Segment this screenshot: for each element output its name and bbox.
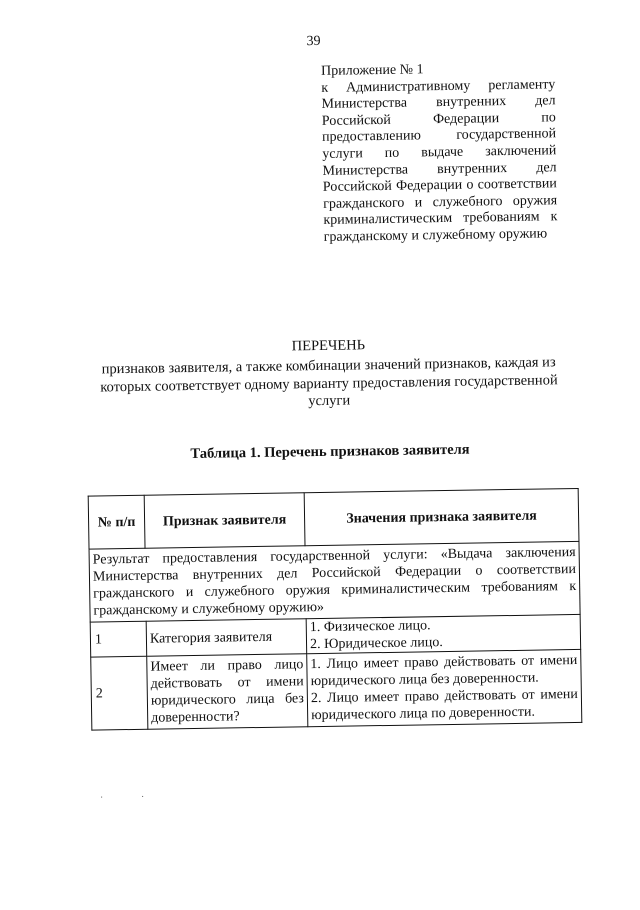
header-attribute: Признак заявителя (144, 493, 305, 549)
row-attribute: Категория заявителя (146, 619, 307, 657)
appendix-title: Приложение № 1 (320, 62, 424, 79)
document-heading: ПЕРЕЧЕНЬ (291, 337, 366, 355)
row-values (307, 649, 582, 726)
row-attribute: Имеет ли право лицо действовать от имени юридического лица без доверенности? (147, 654, 308, 730)
appendix-body: к Административному регламенту Министерства внутренних дел Российской Федерации по предоставлению государственной услуги по выдаче заключений Министерства внутренних дел Российской Федерации о соответствии гражданского и служебного оружия криминалистическим требованиям к гражданскому и служебному оружию (321, 76, 558, 245)
document-subheading: признаков заявителя, а также комбинации значений признаков, каждая из которых соответствует одному варианту предоставления государственной услуги (100, 354, 558, 410)
applicant-attributes-table (88, 488, 583, 731)
page-number: 39 (306, 33, 321, 50)
table-title: Таблица 1. Перечень признаков заявителя (190, 441, 470, 463)
table-header-row (88, 488, 579, 549)
row-number: 2 (91, 656, 148, 730)
row-values (306, 614, 581, 653)
row-value: 1. Лицо имеет право действовать от имени юридического лица без доверенности. (310, 652, 578, 690)
row-number: 1 (90, 621, 147, 657)
header-num: № п/п (88, 495, 145, 549)
header-values: Значения признака заявителя (304, 488, 579, 545)
section-row-text: Результат предоставления государственной услуги: «Выдача заключения Министерства внутренних дел Российской Федерации о соответствии гражданского и служебного оружия криминалистическим требованиям к гражданскому и служебному оружию» (89, 541, 580, 622)
appendix-block (321, 60, 558, 246)
row-value: 2. Юридическое лицо. (309, 635, 443, 653)
row-value: 1. Физическое лицо. (309, 618, 431, 636)
table-section-row (89, 541, 580, 622)
scan-marks: . . (100, 788, 162, 801)
row-value: 2. Лицо имеет право действовать от имени юридического лица по доверенности. (310, 686, 578, 724)
table-row (91, 649, 582, 730)
